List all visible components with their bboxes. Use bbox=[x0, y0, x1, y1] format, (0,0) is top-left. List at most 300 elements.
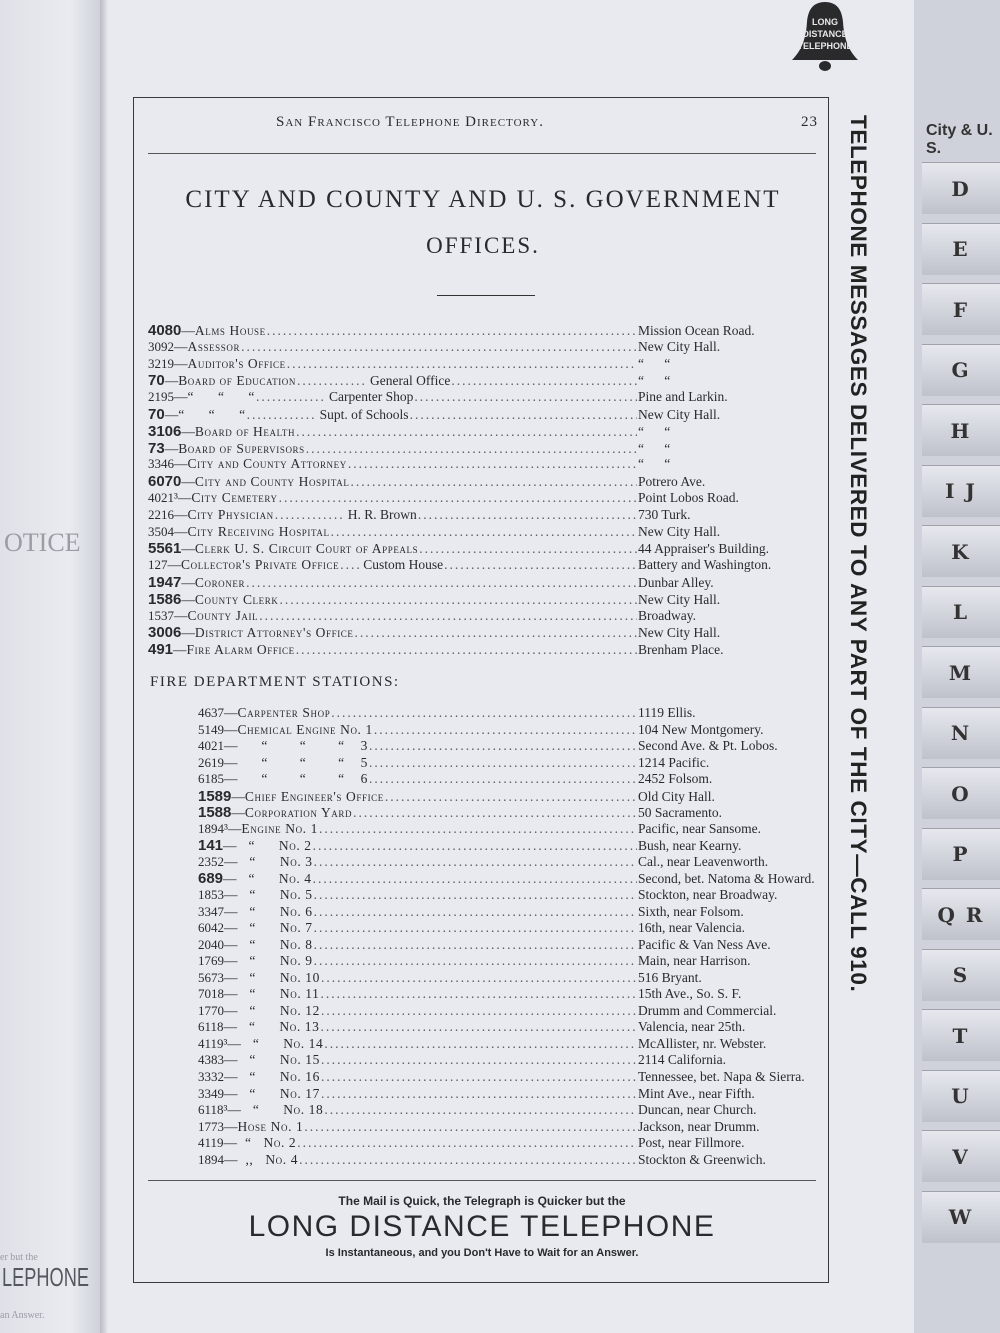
list-item bbox=[198, 837, 816, 854]
dot-leader bbox=[279, 592, 637, 608]
list-item bbox=[148, 339, 816, 356]
phone-number: 5149 bbox=[198, 721, 224, 737]
list-item bbox=[198, 1086, 816, 1103]
dash: — bbox=[224, 1118, 238, 1134]
list-item bbox=[148, 440, 816, 457]
dot-leader bbox=[385, 789, 637, 805]
dot-leader bbox=[418, 507, 637, 523]
dot-leader bbox=[320, 986, 637, 1002]
address: New City Hall. bbox=[638, 406, 721, 422]
tab-l[interactable]: L bbox=[922, 586, 1000, 638]
phone-number: 6185 bbox=[198, 771, 224, 787]
list-item bbox=[198, 705, 816, 722]
dot-leader bbox=[275, 507, 345, 523]
office-name: Chief Engineer's Office bbox=[244, 788, 384, 804]
office-name: Hose No. 1 bbox=[237, 1118, 304, 1134]
phone-number: 6118³ bbox=[198, 1102, 228, 1118]
address: Pine and Larkin. bbox=[638, 389, 728, 405]
address: Sixth, near Folsom. bbox=[638, 903, 744, 919]
tab-w[interactable]: W bbox=[922, 1191, 1000, 1243]
dash: — bbox=[224, 887, 238, 903]
tab-city-us[interactable]: City & U. S. bbox=[926, 122, 993, 157]
dash: — bbox=[174, 607, 188, 623]
phone-number: 127 bbox=[148, 557, 168, 573]
list-item bbox=[198, 788, 816, 805]
address: 2452 Folsom. bbox=[638, 771, 713, 787]
address: Broadway. bbox=[638, 607, 696, 623]
dash: — bbox=[174, 389, 188, 405]
bell-logo-line: TELEPHONE bbox=[797, 41, 853, 51]
address: Main, near Harrison. bbox=[638, 953, 751, 969]
list-item bbox=[198, 904, 816, 921]
tab-f[interactable]: F bbox=[922, 283, 1000, 335]
list-item bbox=[148, 608, 816, 625]
office-name: County Clerk bbox=[194, 591, 279, 607]
address: “ “ bbox=[638, 423, 671, 439]
tab-g[interactable]: G bbox=[922, 344, 1000, 396]
list-item bbox=[148, 540, 816, 557]
phone-number: 3006 bbox=[148, 624, 182, 642]
dot-leader bbox=[246, 575, 637, 591]
dash: — bbox=[231, 805, 245, 821]
list-item bbox=[198, 722, 816, 739]
phone-number: 1769 bbox=[198, 953, 224, 969]
address: “ “ bbox=[638, 456, 671, 472]
dash: — bbox=[223, 1019, 238, 1035]
fire-stations-list bbox=[198, 705, 816, 1168]
dot-leader bbox=[340, 557, 360, 573]
dash: — bbox=[224, 1002, 238, 1018]
bell-logo-line: LONG bbox=[812, 17, 838, 27]
dot-leader bbox=[287, 356, 637, 372]
phone-number: 5561 bbox=[148, 540, 182, 558]
phone-number: 2195 bbox=[148, 389, 174, 405]
phone-number: 141 bbox=[198, 837, 224, 855]
list-item bbox=[198, 1003, 816, 1020]
address: New City Hall. bbox=[638, 338, 721, 354]
dot-leader bbox=[314, 920, 637, 936]
facing-page-fragment: OTICE bbox=[4, 528, 81, 557]
phone-number: 2040 bbox=[198, 936, 224, 952]
phone-number: 2216 bbox=[148, 506, 174, 522]
dot-leader bbox=[410, 407, 637, 423]
office-detail: Supt. of Schools bbox=[319, 406, 409, 422]
office-detail: Carpenter Shop bbox=[328, 389, 414, 405]
dash: — bbox=[181, 625, 195, 641]
dash: — bbox=[224, 1052, 238, 1068]
phone-number: 2619 bbox=[198, 754, 224, 770]
bell-logo-text bbox=[786, 16, 864, 52]
office-name: City and County Hospital bbox=[194, 474, 350, 490]
tab-h[interactable]: H bbox=[922, 404, 1000, 456]
address: Second Ave. & Pt. Lobos. bbox=[638, 738, 778, 754]
office-name: “ No. 13 bbox=[237, 1019, 320, 1035]
office-name: Carpenter Shop bbox=[237, 705, 331, 720]
dash: — bbox=[224, 1085, 238, 1101]
list-item bbox=[148, 591, 816, 608]
dot-leader bbox=[321, 1003, 637, 1019]
address: Post, near Fillmore. bbox=[638, 1135, 745, 1151]
list-item bbox=[198, 1069, 816, 1086]
dot-leader bbox=[314, 953, 637, 969]
phone-number: 3349 bbox=[198, 1085, 224, 1101]
list-item bbox=[148, 406, 816, 423]
office-name: Assessor bbox=[187, 338, 241, 354]
advert-line1: The Mail is Quick, the Telegraph is Quicker but the bbox=[338, 1194, 626, 1208]
office-name: Clerk U. S. Circuit Court of Appeals bbox=[194, 541, 419, 557]
dash: — bbox=[224, 936, 238, 952]
list-item bbox=[198, 953, 816, 970]
dash: — bbox=[174, 523, 188, 539]
list-item bbox=[198, 738, 816, 755]
list-item bbox=[148, 473, 816, 490]
phone-number: 6070 bbox=[148, 473, 182, 491]
dash: — bbox=[167, 557, 181, 573]
dot-leader bbox=[451, 373, 637, 389]
office-name: City Physician bbox=[187, 506, 274, 522]
list-item bbox=[148, 624, 816, 641]
phone-number: 3332 bbox=[198, 1069, 224, 1085]
dash: — bbox=[224, 1069, 238, 1085]
office-name: “ No. 4 bbox=[236, 871, 312, 887]
phone-number: 4119 bbox=[198, 1135, 224, 1151]
list-item bbox=[198, 854, 816, 871]
office-name: “ No. 17 bbox=[237, 1085, 320, 1101]
phone-number: 5673 bbox=[198, 969, 224, 985]
dash: — bbox=[181, 541, 195, 557]
list-item bbox=[198, 755, 816, 772]
office-name: “ No. 2 bbox=[237, 1135, 297, 1151]
dot-leader bbox=[324, 1036, 637, 1052]
dash: — bbox=[224, 771, 238, 787]
dot-leader bbox=[259, 608, 637, 624]
list-item bbox=[148, 524, 816, 541]
dot-leader bbox=[296, 424, 637, 440]
dot-leader bbox=[324, 1102, 637, 1118]
office-name: “ No. 7 bbox=[237, 920, 313, 936]
office-name: Coroner bbox=[194, 574, 246, 590]
phone-number: 3219 bbox=[148, 355, 174, 371]
phone-number: 73 bbox=[148, 439, 165, 457]
address: 2114 California. bbox=[638, 1052, 726, 1068]
dash: — bbox=[181, 323, 195, 338]
phone-number: 1589 bbox=[198, 787, 232, 805]
address: Drumm and Commercial. bbox=[638, 1002, 777, 1018]
phone-number: 70 bbox=[148, 405, 165, 423]
office-name: “ No. 10 bbox=[237, 969, 320, 985]
list-item bbox=[198, 1135, 816, 1152]
dash: — bbox=[181, 574, 195, 590]
dot-leader bbox=[279, 490, 637, 506]
page-title: CITY AND COUNTY AND U. S. GOVERNMENT bbox=[185, 186, 781, 213]
tab-k[interactable]: K bbox=[922, 525, 1000, 577]
dash: — bbox=[224, 920, 238, 936]
office-name: “ No. 2 bbox=[236, 838, 312, 854]
office-name: Collector's Private Office bbox=[181, 557, 340, 573]
office-name: County Jail bbox=[187, 607, 259, 623]
phone-number: 689 bbox=[198, 870, 224, 888]
dot-leader bbox=[321, 970, 637, 986]
dash: — bbox=[224, 721, 238, 737]
address: Brenham Place. bbox=[638, 642, 724, 658]
office-detail: Custom House bbox=[363, 557, 444, 573]
phone-number: 4383 bbox=[198, 1052, 224, 1068]
phone-number: 2352 bbox=[198, 853, 224, 869]
dash: — bbox=[224, 754, 238, 770]
address: Stockton & Greenwich. bbox=[638, 1151, 766, 1167]
side-banner bbox=[843, 115, 871, 1260]
page-title-line2: OFFICES. bbox=[426, 233, 540, 258]
offices-list bbox=[148, 322, 816, 658]
tab-t[interactable]: T bbox=[922, 1009, 1000, 1061]
address: Point Lobos Road. bbox=[638, 489, 739, 505]
advert-headline: LONG DISTANCE TELEPHONE bbox=[248, 1210, 716, 1243]
dash: — bbox=[181, 591, 195, 607]
phone-number: 1586 bbox=[148, 590, 182, 608]
book-gutter bbox=[100, 0, 108, 1333]
list-item bbox=[198, 1052, 816, 1069]
office-name: “ “ “ 6 bbox=[237, 771, 368, 787]
tab-s[interactable]: S bbox=[922, 949, 1000, 1001]
phone-number: 3106 bbox=[148, 422, 182, 440]
address: Valencia, near 25th. bbox=[638, 1019, 746, 1035]
phone-number: 3504 bbox=[148, 523, 174, 539]
dash: — bbox=[174, 506, 188, 522]
address: McAllister, nr. Webster. bbox=[638, 1035, 767, 1051]
dash: — bbox=[224, 903, 238, 919]
list-item bbox=[198, 1152, 816, 1169]
address: New City Hall. bbox=[638, 625, 721, 641]
address: Pacific & Van Ness Ave. bbox=[638, 936, 771, 952]
dot-leader bbox=[256, 389, 326, 405]
dot-leader bbox=[314, 937, 637, 953]
dash: — bbox=[181, 423, 195, 439]
address: “ “ bbox=[638, 373, 671, 389]
list-item bbox=[198, 887, 816, 904]
address: 516 Bryant. bbox=[638, 969, 702, 985]
office-name: “ “ “ bbox=[187, 389, 255, 405]
address: Tennessee, bet. Napa & Sierra. bbox=[638, 1069, 805, 1085]
facing-page-fragment: LEPHONE bbox=[2, 1262, 89, 1292]
facing-page bbox=[0, 0, 100, 1333]
office-name: “ No. 14 bbox=[240, 1035, 324, 1051]
address: Old City Hall. bbox=[638, 788, 715, 804]
dot-leader bbox=[313, 838, 637, 854]
dash: — bbox=[227, 1102, 241, 1118]
list-item bbox=[148, 456, 816, 473]
office-name: “ “ “ 3 bbox=[237, 738, 368, 754]
address: “ “ bbox=[638, 355, 671, 371]
phone-number: 7018 bbox=[198, 986, 224, 1002]
dot-leader bbox=[331, 524, 637, 540]
index-tabs bbox=[914, 0, 1000, 1333]
dot-leader bbox=[348, 456, 637, 472]
divider bbox=[148, 153, 816, 154]
dash: — bbox=[227, 820, 242, 836]
phone-number: 3347 bbox=[198, 903, 224, 919]
list-item bbox=[198, 1119, 816, 1136]
phone-number: 3092 bbox=[148, 338, 174, 354]
dash: — bbox=[224, 986, 238, 1002]
list-item bbox=[148, 641, 816, 658]
dash: — bbox=[224, 1151, 238, 1167]
office-name: “ No. 12 bbox=[237, 1002, 320, 1018]
dot-leader bbox=[247, 407, 317, 423]
dash: — bbox=[174, 456, 188, 472]
office-name: City Cemetery bbox=[191, 489, 278, 505]
tab-u[interactable]: U bbox=[922, 1070, 1000, 1122]
address: Dunbar Alley. bbox=[638, 574, 714, 590]
tab-n[interactable]: N bbox=[922, 707, 1000, 759]
phone-number: 1853 bbox=[198, 887, 224, 903]
office-name: Board of Supervisors bbox=[178, 440, 305, 456]
dot-leader bbox=[414, 389, 637, 405]
address: 44 Appraiser's Building. bbox=[638, 541, 770, 557]
tab-d[interactable]: D bbox=[922, 162, 1000, 214]
address: “ “ bbox=[638, 440, 671, 456]
dot-leader bbox=[353, 805, 637, 821]
dash: — bbox=[224, 853, 238, 869]
office-name: “ No. 9 bbox=[237, 953, 313, 969]
facing-page-fragment: er but the bbox=[0, 1252, 38, 1263]
phone-number: 4021 bbox=[198, 738, 224, 754]
dot-leader bbox=[267, 323, 637, 339]
tab-m[interactable]: M bbox=[922, 646, 1000, 698]
dash: — bbox=[174, 338, 188, 354]
dash: — bbox=[224, 738, 238, 754]
list-item bbox=[148, 322, 816, 339]
page-number: 23 bbox=[801, 114, 818, 130]
list-item bbox=[198, 804, 816, 821]
tab-qr[interactable]: Q R bbox=[922, 888, 1000, 940]
list-item bbox=[198, 970, 816, 987]
dot-leader bbox=[306, 441, 637, 457]
divider bbox=[437, 295, 535, 296]
address: Bush, near Kearny. bbox=[638, 838, 742, 854]
dash: — bbox=[223, 1135, 238, 1151]
tab-o[interactable]: O bbox=[922, 767, 1000, 819]
dash: — bbox=[174, 355, 188, 371]
list-item bbox=[198, 821, 816, 838]
dash: — bbox=[164, 406, 179, 422]
dot-leader bbox=[296, 642, 637, 658]
facing-page-fragment: an Answer. bbox=[0, 1310, 45, 1321]
office-detail: H. R. Brown bbox=[347, 506, 417, 522]
address: Jackson, near Drumm. bbox=[638, 1118, 760, 1134]
tab-p[interactable]: P bbox=[922, 828, 1000, 880]
list-item bbox=[198, 937, 816, 954]
phone-number: 491 bbox=[148, 641, 174, 659]
office-name: “ “ “ 5 bbox=[237, 754, 368, 770]
list-item bbox=[148, 356, 816, 373]
office-name: District Attorney's Office bbox=[194, 625, 354, 641]
dot-leader bbox=[314, 904, 637, 920]
phone-number: 1588 bbox=[198, 804, 232, 822]
phone-number: 70 bbox=[148, 372, 165, 390]
list-item bbox=[148, 490, 816, 507]
dot-leader bbox=[321, 1052, 637, 1068]
office-name: “ No. 18 bbox=[240, 1102, 324, 1118]
tab-v[interactable]: V bbox=[922, 1130, 1000, 1182]
dash: — bbox=[164, 440, 179, 456]
dot-leader bbox=[355, 625, 637, 641]
office-name: City and County Attorney bbox=[187, 456, 347, 472]
phone-number: 1770 bbox=[198, 1002, 224, 1018]
office-name: “ No. 15 bbox=[237, 1052, 320, 1068]
phone-number: 1773 bbox=[198, 1118, 224, 1134]
advert-line3: Is Instantaneous, and you Don't Have to Wait for an Answer. bbox=[325, 1247, 639, 1259]
tab-ij[interactable]: I J bbox=[922, 465, 1000, 517]
list-item bbox=[198, 1019, 816, 1036]
phone-number: 6042 bbox=[198, 920, 224, 936]
list-item bbox=[198, 771, 816, 788]
dot-leader bbox=[299, 1152, 637, 1168]
address: 730 Turk. bbox=[638, 506, 691, 522]
office-name: Engine No. 1 bbox=[241, 820, 318, 836]
office-name: Board of Health bbox=[194, 423, 296, 439]
side-banner-text: TELEPHONE MESSAGES DELIVERED TO ANY PART OF THE CITY—CALL 910. bbox=[846, 115, 871, 993]
dot-leader bbox=[321, 1086, 637, 1102]
office-name: “ No. 6 bbox=[237, 903, 313, 919]
dash: — bbox=[181, 474, 195, 490]
dot-leader bbox=[319, 821, 637, 837]
phone-number: 1894³ bbox=[198, 820, 228, 836]
dash: — bbox=[164, 373, 179, 389]
dot-leader bbox=[297, 373, 367, 389]
office-name: Fire Alarm Office bbox=[186, 642, 295, 658]
office-name: “ No. 5 bbox=[237, 887, 313, 903]
office-name: City Receiving Hospital bbox=[187, 523, 330, 539]
dot-leader bbox=[444, 557, 637, 573]
list-item bbox=[198, 870, 816, 887]
office-detail: General Office bbox=[370, 373, 451, 389]
phone-number: 4080 bbox=[148, 322, 182, 339]
address: 1214 Pacific. bbox=[638, 754, 710, 770]
dot-leader bbox=[314, 887, 637, 903]
tab-e[interactable]: E bbox=[922, 223, 1000, 275]
dot-leader bbox=[374, 722, 637, 738]
office-name: “ No. 3 bbox=[237, 853, 313, 869]
list-item bbox=[148, 574, 816, 591]
address: New City Hall. bbox=[638, 523, 721, 539]
address: 16th, near Valencia. bbox=[638, 920, 745, 936]
office-name: “ No. 16 bbox=[237, 1069, 320, 1085]
list-item bbox=[148, 389, 816, 406]
dash: — bbox=[224, 969, 238, 985]
dot-leader bbox=[321, 1069, 637, 1085]
dash: — bbox=[223, 871, 237, 887]
dot-leader bbox=[321, 1019, 638, 1035]
office-name: Auditor's Office bbox=[187, 355, 286, 371]
bell-logo-line: DISTANCE bbox=[802, 29, 848, 39]
list-item bbox=[198, 920, 816, 937]
address: 104 New Montgomery. bbox=[638, 721, 764, 737]
dot-leader bbox=[369, 755, 637, 771]
phone-number: 4021³ bbox=[148, 489, 178, 505]
phone-number: 6118 bbox=[198, 1019, 224, 1035]
running-title: San Francisco Telephone Directory. bbox=[276, 114, 544, 130]
address: Mission Ocean Road. bbox=[638, 323, 755, 338]
dash: — bbox=[177, 489, 192, 505]
office-name: Alms House bbox=[194, 323, 266, 338]
address: 15th Ave., So. S. F. bbox=[638, 986, 742, 1002]
divider bbox=[148, 1180, 816, 1181]
list-item bbox=[198, 986, 816, 1003]
office-name: Board of Education bbox=[178, 373, 296, 389]
list-item bbox=[148, 423, 816, 440]
list-item bbox=[148, 372, 816, 389]
phone-number: 4637 bbox=[198, 705, 224, 720]
